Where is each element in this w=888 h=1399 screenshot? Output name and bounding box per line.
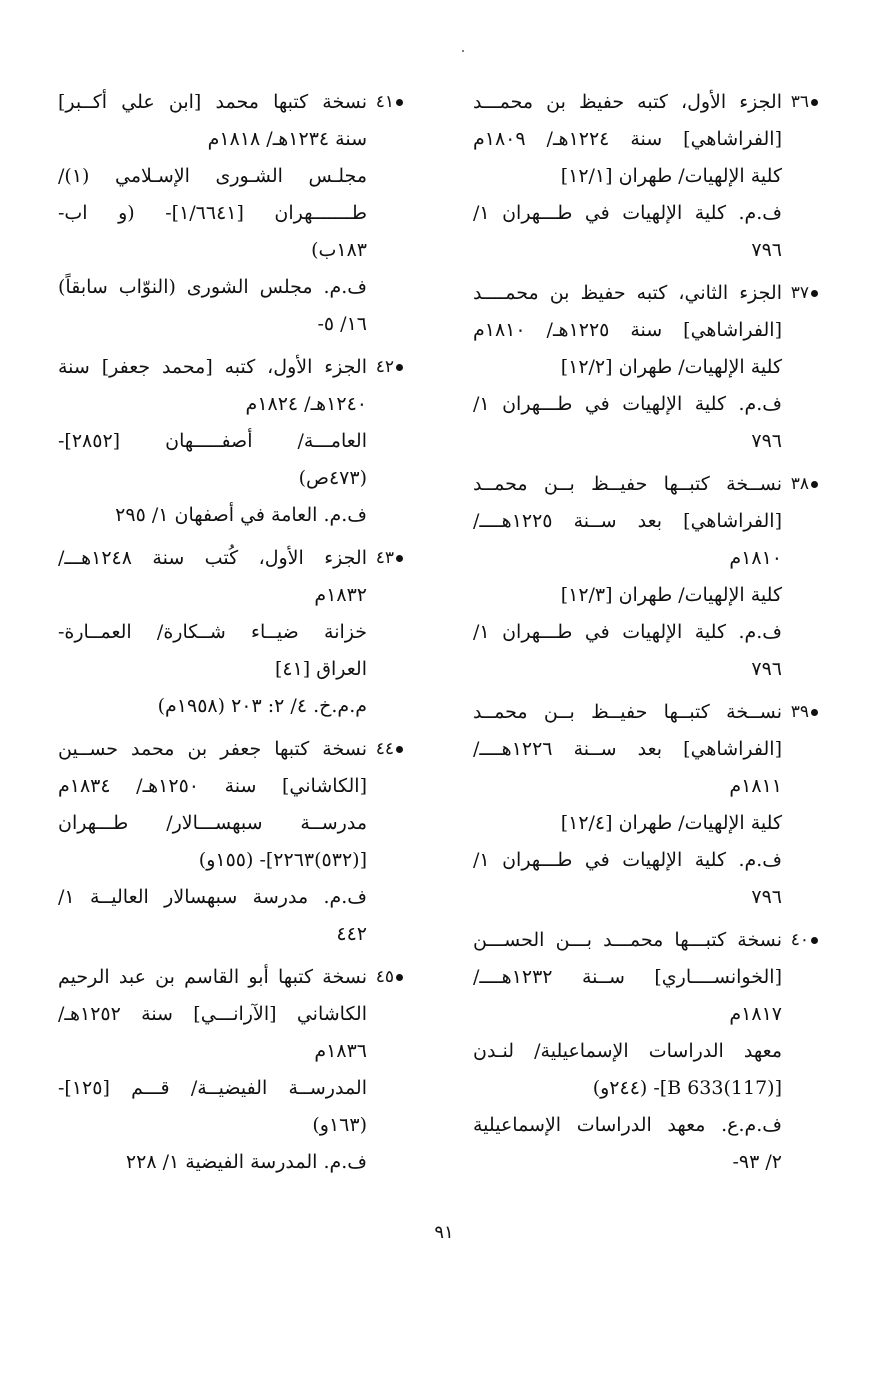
entry-reference-cont: ٤٤٢ — [336, 923, 367, 945]
entry-reference: ف.م. العامة في أصفهان ١/ ٢٩٥ — [115, 504, 367, 526]
bullet-icon — [811, 937, 818, 944]
entry-line: سنة ١٢٣٤هـ/ ١٨١٨م — [207, 128, 367, 150]
entry-location: مدرســة سبهســـالار/ طـــهران — [58, 812, 367, 834]
entry-line: [الخوانســــاري] ســنة ١٢٣٢هــــ/ — [473, 966, 782, 988]
entry-line: ١٢٤٠هـ/ ١٨٢٤م — [245, 393, 367, 415]
entry-number: ٤٢ — [375, 357, 394, 377]
entry-shelfmark: العراق [٤١] — [274, 658, 367, 680]
catalog-entry — [473, 694, 818, 916]
entry-line: ١٨١١م — [729, 775, 782, 797]
entry-title-line: الجزء الأول، كُتب سنة ١٢٤٨هـــ/ — [58, 547, 367, 569]
entry-location: العامـــة/ أصفـــــهان [٢٨٥٢]- — [58, 430, 367, 452]
entry-title-line: نسخة كتبـــها محمـــد بـــن الحســـن — [473, 929, 782, 951]
entry-shelfmark: (٤٧٣ص) — [298, 467, 367, 489]
bullet-icon — [396, 974, 403, 981]
entry-line: ١٨٣٢م — [314, 584, 367, 606]
entry-location: خزانة ضيــاء شــكارة/ العمــارة- — [58, 621, 367, 643]
entry-reference: ف.م. كلية الإلهيات في طـــهران ١/ — [473, 202, 782, 224]
entry-shelfmark: (١٦٣و) — [312, 1114, 367, 1136]
entry-shelfmark: ١٨٣ب) — [311, 239, 367, 261]
entry-line: ١٨٣٦م — [314, 1040, 367, 1062]
entry-title-line: الجزء الأول، كتبه [محمد جعفر] سنة — [58, 356, 367, 378]
catalog-entry — [58, 349, 403, 534]
entry-reference: ف.م. المدرسة الفيضية ١/ ٢٢٨ — [125, 1151, 367, 1173]
entry-title-line: نســخة كتبــها حفيــظ بــن محمــد — [473, 473, 782, 495]
catalog-entry — [58, 540, 403, 725]
entry-reference: ف.م. مدرسة سبهسالار العاليــة ١/ — [58, 886, 367, 908]
catalog-entry — [473, 275, 818, 460]
entry-line: ١٨١٠م — [729, 547, 782, 569]
entry-title-line: الجزء الثاني، كتبه حفيظ بن محمــــد — [473, 282, 782, 304]
left-column — [58, 84, 403, 1187]
entry-title-line: نسخة كتبها جعفر بن محمد حســين — [58, 738, 367, 760]
entry-title-line: الجزء الأول، كتبه حفيظ بن محمـــد — [473, 91, 782, 113]
entry-location: المدرســة الفيضيــة/ قـــم [١٢٥]- — [58, 1077, 367, 1099]
catalog-entry — [58, 731, 403, 953]
entry-reference: ف.م. مجلس الشورى (النوّاب سابقاً) — [58, 276, 367, 298]
entry-reference: ف.م.ع. معهد الدراسات الإسماعيلية — [473, 1114, 782, 1136]
entry-reference-cont: ٢/ ٩٣- — [732, 1151, 782, 1173]
entry-reference: ف.م. كلية الإلهيات في طـــهران ١/ — [473, 849, 782, 871]
page-number: ٩١ — [434, 1222, 454, 1243]
entry-location: كلية الإلهيات/ طهران [١٢/٣] — [560, 584, 782, 606]
entry-number: ٤٠ — [790, 930, 809, 950]
catalog-entry — [473, 84, 818, 269]
entry-line: ١٨١٧م — [729, 1003, 782, 1025]
entry-number: ٤٤ — [375, 739, 394, 759]
entry-location: كلية الإلهيات/ طهران [١٢/٢] — [560, 356, 782, 378]
bullet-icon — [811, 481, 818, 488]
entry-location: معهد الدراسات الإسماعيلية/ لنـدن — [473, 1040, 782, 1062]
entry-line: الكاشاني [الآرانـــي] سنة ١٢٥٢هـ/ — [58, 1003, 367, 1025]
right-column — [473, 84, 818, 1187]
entry-number: ٣٩ — [790, 702, 809, 722]
entry-reference: ف.م. كلية الإلهيات في طـــهران ١/ — [473, 393, 782, 415]
entry-line: [الفراشاهي] بعد ســنة ١٢٢٥هــــ/ — [473, 510, 782, 532]
entry-reference: ف.م. كلية الإلهيات في طـــهران ١/ — [473, 621, 782, 643]
entry-reference-cont: ٧٩٦ — [751, 239, 782, 261]
catalog-entry — [58, 959, 403, 1181]
catalog-entry — [473, 922, 818, 1181]
entry-line: [الكاشاني] سنة ١٢٥٠هـ/ ١٨٣٤م — [58, 775, 368, 797]
bullet-icon — [396, 746, 403, 753]
entry-title-line: نســخة كتبــها حفيــظ بــن محمــد — [473, 701, 782, 723]
entry-line: [الفراشاهي] بعد ســنة ١٢٢٦هــــ/ — [473, 738, 782, 760]
entry-reference-cont: ٧٩٦ — [751, 886, 782, 908]
bullet-icon — [396, 99, 403, 106]
entry-location-cont: طـــــــهران [١/٦٦٤١]- (و اب- — [58, 202, 367, 224]
entry-title-line: نسخة كتبها أبو القاسم بن عبد الرحيم — [58, 966, 367, 988]
entry-reference-cont: ٧٩٦ — [751, 430, 782, 452]
entry-reference-cont: ٧٩٦ — [751, 658, 782, 680]
entry-location: كلية الإلهيات/ طهران [١٢/٤] — [560, 812, 782, 834]
entry-line: [الفراشاهي] سنة ١٢٢٥هـ/ ١٨١٠م — [473, 319, 782, 341]
entry-number: ٣٧ — [790, 283, 809, 303]
entry-reference: م.م.خ. ٤/ ٢: ٢٠٣ (١٩٥٨م) — [157, 695, 367, 717]
catalog-entry — [58, 84, 403, 343]
bullet-icon — [396, 555, 403, 562]
entry-number: ٣٦ — [790, 92, 809, 112]
entry-reference-cont: ١٦/ ٥- — [317, 313, 367, 335]
entry-number: ٤١ — [375, 92, 394, 112]
bullet-icon — [811, 290, 818, 297]
entry-title-line: نسخة كتبها محمد [ابن علي أكــبر] — [58, 91, 367, 113]
entry-shelfmark: [(٥٣٢)٢٢٦٣]- (١٥٥و) — [198, 849, 367, 871]
catalog-entry — [473, 466, 818, 688]
bullet-icon — [811, 99, 818, 106]
entry-line: [الفراشاهي] سنة ١٢٢٤هـ/ ١٨٠٩م — [473, 128, 782, 150]
entry-number: ٣٨ — [790, 474, 809, 494]
page-mark-dot — [462, 50, 464, 52]
entry-location: مجلـس الشـورى الإسـلامي (١)/ — [58, 165, 367, 187]
bullet-icon — [396, 364, 403, 371]
entry-location: كلية الإلهيات/ طهران [١٢/١] — [560, 165, 782, 187]
entry-shelfmark: [B 633(117)]- (٢٤٤و) — [592, 1077, 782, 1099]
entry-number: ٤٥ — [375, 967, 394, 987]
bullet-icon — [811, 709, 818, 716]
entry-number: ٤٣ — [375, 548, 394, 568]
